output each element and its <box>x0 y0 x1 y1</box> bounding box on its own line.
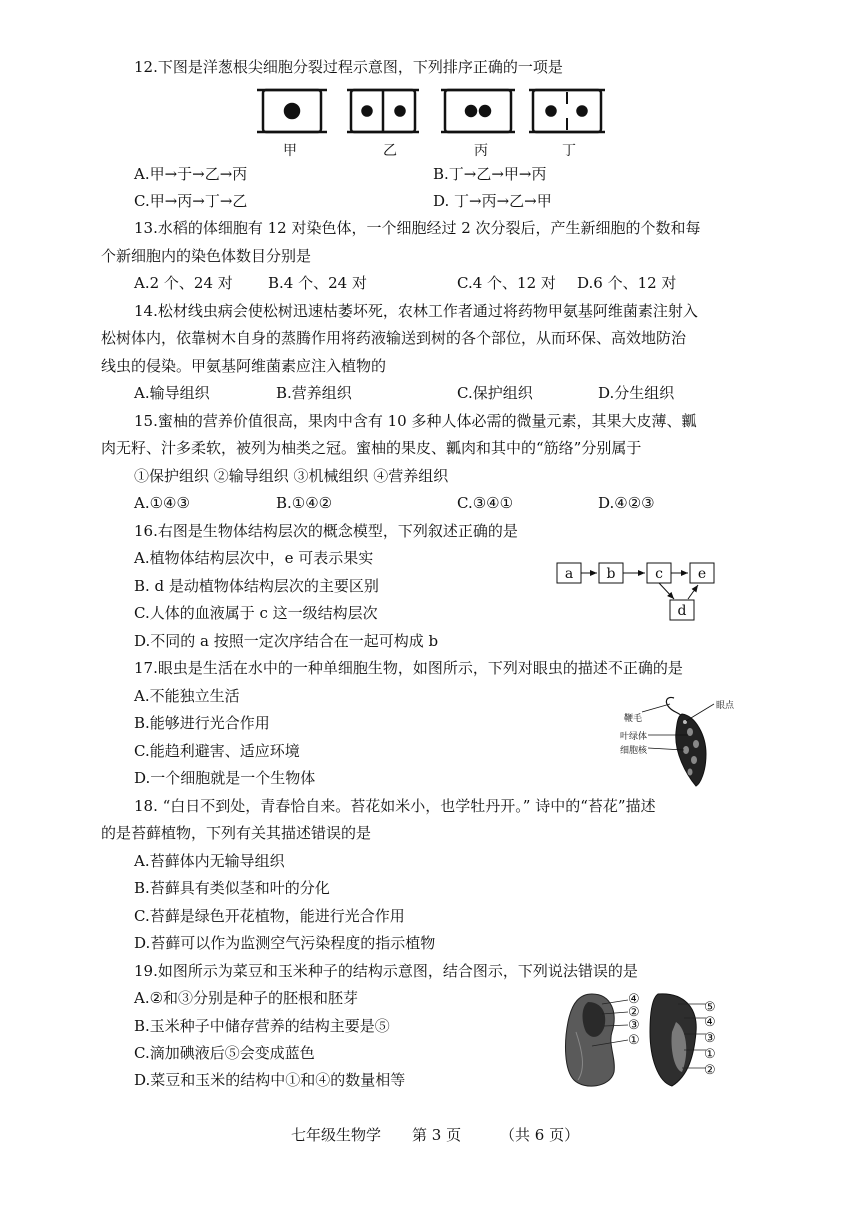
corn-label-2: ② <box>704 1063 716 1078</box>
label-bing: 丙 <box>474 143 488 159</box>
node-b-label: b <box>606 566 616 582</box>
q18-stem-line2: 的是苔藓植物，下列有关其描述错误的是 <box>101 824 372 842</box>
label-jia: 甲 <box>283 143 297 159</box>
node-e-label: e <box>697 566 707 582</box>
q12-cell-division-figure <box>255 82 615 142</box>
cell-bing <box>441 90 515 132</box>
q19-stem: 19.如图所示为菜豆和玉米种子的结构示意图，结合图示，下列说法错误的是 <box>134 962 638 980</box>
q13-option-d: D.6 个、12 对 <box>577 274 677 292</box>
bean-label-2: ② <box>628 1005 640 1020</box>
q13-stem-line2: 个新细胞内的染色体数目分别是 <box>101 247 312 265</box>
q13-option-c: C.4 个、12 对 <box>457 274 556 292</box>
q13-stem-line1: 13.水稻的体细胞有 12 对染色体，一个细胞经过 2 次分裂后，产生新细胞的个数和每 <box>134 219 701 237</box>
bean-label-3: ③ <box>628 1018 640 1033</box>
q13-option-a: A.2 个、24 对 <box>134 274 233 292</box>
q15-stem-line2: 肉无籽、汁多柔软，被列为柚类之冠。蜜柚的果皮、瓤肉和其中的“筋络”分别属于 <box>101 439 642 457</box>
corn-label-1: ① <box>704 1047 716 1062</box>
q15-stem-line3: ①保护组织 ②输导组织 ③机械组织 ④营养组织 <box>134 467 449 485</box>
q19-option-d: D.菜豆和玉米的结构中①和④的数量相等 <box>134 1071 406 1089</box>
q14-option-d: D.分生组织 <box>598 384 675 402</box>
q12-option-d: D. 丁→丙→乙→甲 <box>433 192 552 210</box>
flagellum <box>666 697 682 716</box>
footer-subject: 七年级生物学 <box>291 1126 382 1144</box>
node-d-label: d <box>677 603 687 619</box>
q17-option-c: C.能趋利避害、适应环境 <box>134 742 300 760</box>
q12-stem: 12.下图是洋葱根尖细胞分裂过程示意图，下列排序正确的一项是 <box>134 58 563 76</box>
footer-page-number: 第 3 页 <box>412 1126 462 1144</box>
bean-label-1: ① <box>628 1033 640 1048</box>
node-c-label: c <box>655 566 663 582</box>
footer-total-pages: （共 6 页） <box>500 1126 580 1144</box>
q16-option-a: A.植物体结构层次中，e 可表示果实 <box>134 549 374 567</box>
euglena-nucleus-label: 细胞核 <box>620 746 648 756</box>
q15-stem-line1: 15.蜜柚的营养价值很高，果肉中含有 10 多种人体必需的微量元素，其果大皮薄、瓤 <box>134 412 697 430</box>
q16-option-b: B. d 是动植物体结构层次的主要区别 <box>134 577 379 595</box>
q15-option-c: C.③④① <box>457 494 514 512</box>
q16-stem: 16.右图是生物体结构层次的概念模型，下列叙述正确的是 <box>134 522 518 540</box>
q14-stem-line3: 线虫的侵染。甲氨基阿维菌素应注入植物的 <box>101 357 387 375</box>
q15-option-b: B.①④② <box>276 494 333 512</box>
label-ding: 丁 <box>562 143 576 159</box>
q15-option-a: A.①④③ <box>134 494 190 512</box>
q18-option-d: D.苔藓可以作为监测空气污染程度的指示植物 <box>134 934 436 952</box>
bean-label-4: ④ <box>628 992 640 1007</box>
q17-option-b: B.能够进行光合作用 <box>134 714 270 732</box>
q14-option-a: A.输导组织 <box>134 384 210 402</box>
q19-option-b: B.玉米种子中储存营养的结构主要是⑤ <box>134 1017 390 1035</box>
euglena-flagellum-label: 鞭毛 <box>624 714 643 724</box>
q18-stem-line1: 18. “白日不到处，青春恰自来。苔花如米小，也学牡丹开。” 诗中的“苔花”描述 <box>134 797 656 815</box>
q17-stem: 17.眼虫是生活在水中的一种单细胞生物，如图所示，下列对眼虫的描述不正确的是 <box>134 659 683 677</box>
q19-bean-seed-figure <box>562 992 632 1090</box>
corn-label-5: ⑤ <box>704 1000 716 1015</box>
q18-option-a: A.苔藓体内无输导组织 <box>134 852 285 870</box>
q14-option-c: C.保护组织 <box>457 384 533 402</box>
q19-corn-seed-figure <box>648 992 708 1088</box>
q12-option-a: A.甲→于→乙→丙 <box>134 165 248 183</box>
q16-option-c: C.人体的血液属于 c 这一级结构层次 <box>134 604 378 622</box>
cell-yi <box>347 90 419 132</box>
q12-option-b: B.丁→乙→甲→丙 <box>433 165 547 183</box>
q17-option-a: A.不能独立生活 <box>134 687 240 705</box>
q16-concept-model-diagram <box>548 555 728 631</box>
corn-label-3: ③ <box>704 1031 716 1046</box>
q13-option-b: B.4 个、24 对 <box>268 274 367 292</box>
q15-option-d: D.④②③ <box>598 494 655 512</box>
q12-option-c: C.甲→丙→丁→乙 <box>134 192 248 210</box>
euglena-chloroplast-label: 叶绿体 <box>620 732 648 742</box>
label-yi: 乙 <box>383 143 397 159</box>
corn-label-4: ④ <box>704 1015 716 1030</box>
q14-stem-line2: 松树体内，依靠树木自身的蒸腾作用将药液输送到树的各个部位，从而环保、高效地防治 <box>101 329 687 347</box>
q16-option-d: D.不同的 a 按照一定次序结合在一起可构成 b <box>134 632 439 650</box>
q18-option-c: C.苔藓是绿色开花植物，能进行光合作用 <box>134 907 405 925</box>
euglena-eyespot-label: 眼点 <box>716 701 735 711</box>
q18-option-b: B.苔藓具有类似茎和叶的分化 <box>134 879 330 897</box>
cell-jia <box>257 90 327 132</box>
q17-option-d: D.一个细胞就是一个生物体 <box>134 769 316 787</box>
q14-stem-line1: 14.松材线虫病会使松树迅速枯萎坏死，农林工作者通过将药物甲氨基阿维菌素注射入 <box>134 302 698 320</box>
cell-ding <box>529 90 605 132</box>
node-a-label: a <box>564 566 574 582</box>
q19-option-c: C.滴加碘液后⑤会变成蓝色 <box>134 1044 315 1062</box>
q14-option-b: B.营养组织 <box>276 384 352 402</box>
q19-option-a: A.②和③分别是种子的胚根和胚芽 <box>134 989 359 1007</box>
